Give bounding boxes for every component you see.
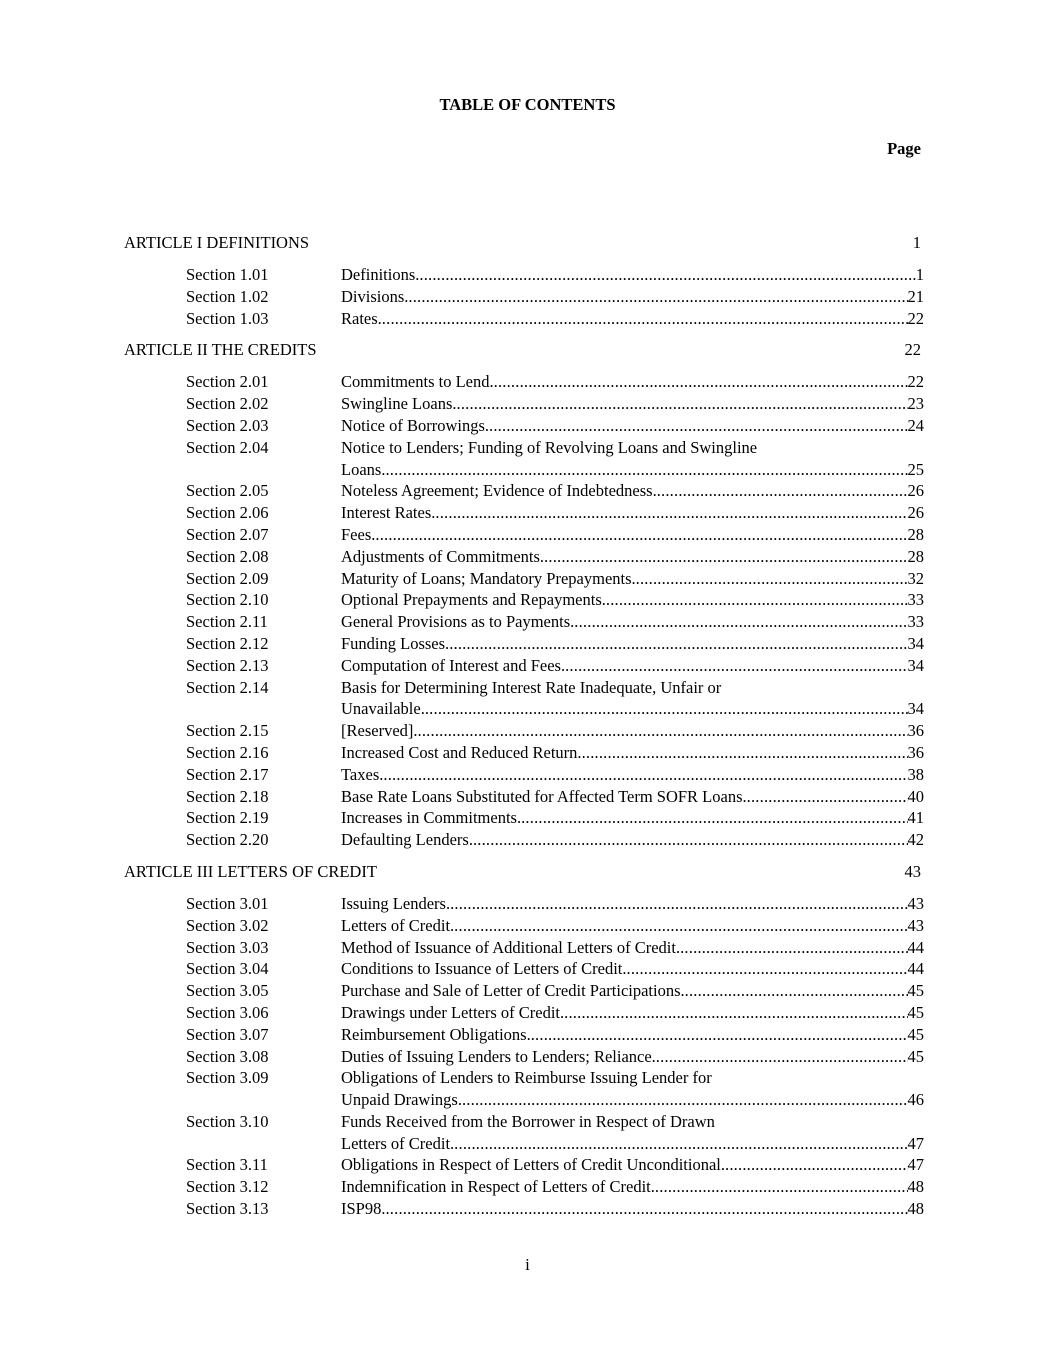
toc-section-page: 45 [907, 1002, 924, 1022]
toc-section-page: 33 [907, 590, 924, 610]
toc-section-page: 45 [907, 1024, 924, 1044]
toc-leader-line [341, 415, 924, 437]
toc-section-number: Section 2.14 [186, 677, 269, 697]
toc-section-page: 24 [907, 415, 924, 435]
toc-section-number: Section 3.06 [186, 1002, 269, 1022]
toc-article-row[interactable] [124, 232, 924, 254]
toc-dot-leader [489, 415, 907, 437]
toc-dot-leader [606, 589, 908, 611]
toc-section-entry [341, 720, 924, 742]
toc-leader-line [341, 1046, 924, 1068]
toc-section-number: Section 2.17 [186, 764, 269, 784]
toc-section-entry [341, 1198, 924, 1220]
toc-dot-leader [473, 829, 908, 851]
toc-section-row[interactable] [124, 720, 924, 742]
toc-section-number: Section 3.08 [186, 1046, 269, 1066]
toc-leader-line [341, 611, 924, 633]
toc-section-page: 43 [907, 915, 924, 935]
toc-leader-line [341, 286, 924, 308]
toc-section-page: 21 [907, 286, 924, 306]
toc-dot-leader [435, 502, 907, 524]
toc-leader-line [341, 1154, 924, 1176]
toc-section-list [124, 264, 924, 329]
toc-section-row[interactable] [124, 480, 924, 502]
toc-section-entry [341, 677, 924, 721]
toc-section-row[interactable] [124, 677, 924, 721]
toc-section-title: Conditions to Issuance of Letters of Credit. [341, 959, 627, 979]
toc-section-number: Section 2.07 [186, 524, 269, 544]
toc-section-entry [341, 568, 924, 590]
toc-section-title: Drawings under Letters of Credit. [341, 1002, 565, 1022]
toc-section-row[interactable] [124, 1198, 924, 1220]
toc-leader-line [341, 958, 924, 980]
toc-section-row[interactable] [124, 1154, 924, 1176]
toc-section-number: Section 2.16 [186, 742, 269, 762]
toc-section-entry [341, 1176, 924, 1198]
toc-section-entry [341, 807, 924, 829]
toc-section-row[interactable] [124, 502, 924, 524]
page-column-heading: Page [887, 139, 921, 158]
toc-section-entry [341, 742, 924, 764]
toc-section-row[interactable] [124, 308, 924, 330]
toc-section-title: Letters of Credit. [341, 1133, 455, 1153]
toc-section-row[interactable] [124, 264, 924, 286]
toc-section-entry [341, 1024, 924, 1046]
toc-article-title: ARTICLE III LETTERS OF CREDIT [124, 861, 377, 881]
toc-section-entry [341, 437, 924, 481]
toc-article-page: 22 [904, 340, 921, 360]
toc-leader-line [341, 589, 924, 611]
toc-leader-line [341, 1133, 924, 1155]
toc-section-row[interactable] [124, 1002, 924, 1024]
toc-section-row[interactable] [124, 371, 924, 393]
toc-section-entry [341, 1002, 924, 1024]
toc-section-title: Commitments to Lend. [341, 372, 494, 392]
toc-section-row[interactable] [124, 980, 924, 1002]
toc-section-page: 41 [907, 808, 924, 828]
toc-article-page: 43 [904, 861, 921, 881]
toc-dot-leader [725, 1154, 907, 1176]
toc-section-page: 44 [907, 937, 924, 957]
toc-section-entry [341, 524, 924, 546]
toc-article-page: 1 [912, 233, 921, 252]
toc-leader-line [341, 459, 924, 481]
toc-leader-line [341, 633, 924, 655]
toc-section-title-line: Obligations of Lenders to Reimburse Issuing Lender for [341, 1068, 712, 1088]
toc-section-number: Section 3.13 [186, 1199, 269, 1219]
toc-section-page: 46 [907, 1090, 924, 1110]
toc-section-row[interactable] [124, 1176, 924, 1198]
toc-section-entry [341, 393, 924, 415]
toc-section-number: Section 2.19 [186, 808, 269, 828]
toc-section-title: Divisions. [341, 286, 409, 306]
toc-section-row[interactable] [124, 568, 924, 590]
toc-section-row[interactable] [124, 764, 924, 786]
toc-leader-line [341, 1198, 924, 1220]
toc-leader-line [341, 786, 924, 808]
toc-dot-leader [685, 980, 908, 1002]
toc-section-title: [Reserved]. [341, 721, 418, 741]
toc-section-number: Section 2.18 [186, 786, 269, 806]
toc-section-page: 45 [907, 1046, 924, 1066]
toc-section-number: Section 1.02 [186, 286, 269, 306]
toc-dot-leader [457, 393, 908, 415]
toc-section-number: Section 1.03 [186, 308, 269, 328]
toc-section-row[interactable] [124, 1024, 924, 1046]
toc-section-title: Obligations in Respect of Letters of Credit Unconditional. [341, 1155, 726, 1175]
toc-section-title: Increases in Commitments. [341, 808, 522, 828]
toc-section-row[interactable] [124, 589, 924, 611]
toc-dot-leader [385, 459, 907, 481]
toc-section-row[interactable] [124, 633, 924, 655]
toc-section-entry [341, 286, 924, 308]
toc-leader-line [341, 937, 924, 959]
toc-section-title: ISP98. [341, 1199, 386, 1219]
toc-leader-line [341, 655, 924, 677]
toc-section-page: 25 [907, 459, 924, 479]
toc-section-row[interactable] [124, 915, 924, 937]
toc-section-number: Section 2.02 [186, 394, 269, 414]
toc-section-entry [341, 893, 924, 915]
toc-article-row[interactable] [124, 339, 924, 361]
toc-section-row[interactable] [124, 286, 924, 308]
toc-section-row[interactable] [124, 437, 924, 481]
toc-section-page: 28 [907, 546, 924, 566]
toc-leader-line [341, 1024, 924, 1046]
toc-leader-line [341, 480, 924, 502]
toc-section-entry [341, 308, 924, 330]
toc-section-page: 34 [907, 633, 924, 653]
toc-section-page: 32 [907, 568, 924, 588]
toc-section-row[interactable] [124, 829, 924, 851]
page-folio: i [525, 1255, 530, 1274]
toc-section-entry [341, 502, 924, 524]
toc-section-page: 34 [907, 655, 924, 675]
toc-section-number: Section 3.10 [186, 1111, 269, 1131]
toc-section-title: Unpaid Drawings. [341, 1090, 462, 1110]
toc-section-title: Issuing Lenders. [341, 893, 451, 913]
toc-dot-leader [454, 1133, 907, 1155]
toc-section-title: Noteless Agreement; Evidence of Indebtedness. [341, 481, 657, 501]
toc-dot-leader [418, 720, 908, 742]
toc-dot-leader [544, 546, 907, 568]
toc-leader-line [341, 524, 924, 546]
toc-leader-line [341, 308, 924, 330]
toc-section-page: 22 [907, 372, 924, 392]
toc-section-entry [341, 480, 924, 502]
toc-dot-leader [747, 786, 908, 808]
toc-dot-leader [419, 264, 915, 286]
toc-section-page: 38 [907, 764, 924, 784]
toc-section-page: 36 [907, 721, 924, 741]
toc-section-entry [341, 915, 924, 937]
toc-section-title-line: Funds Received from the Borrower in Respect of Drawn [341, 1111, 715, 1131]
toc-leader-line [341, 546, 924, 568]
toc-dot-leader [449, 633, 907, 655]
toc-section-entry [341, 764, 924, 786]
toc-section-title: Optional Prepayments and Repayments. [341, 590, 606, 610]
toc-section-number: Section 2.03 [186, 415, 269, 435]
toc-section-list [124, 371, 924, 851]
toc-dot-leader [574, 611, 907, 633]
toc-section-row[interactable] [124, 546, 924, 568]
toc-section-title: Adjustments of Commitments. [341, 546, 545, 566]
toc-section-number: Section 3.03 [186, 937, 269, 957]
toc-section-title: Reimbursement Obligations. [341, 1024, 531, 1044]
toc-section-title: Maturity of Loans; Mandatory Prepayments. [341, 568, 636, 588]
toc-leader-line [341, 742, 924, 764]
toc-leader-line [341, 1002, 924, 1024]
toc-section-number: Section 3.09 [186, 1068, 269, 1088]
toc-section-title: Base Rate Loans Substituted for Affected Term SOFR Loans. [341, 786, 747, 806]
toc-dot-leader [425, 698, 908, 720]
toc-section-title: Funding Losses. [341, 633, 450, 653]
toc-section-page: 42 [907, 830, 924, 850]
toc-section-entry [341, 1154, 924, 1176]
toc-dot-leader [462, 1089, 908, 1111]
toc-section-page: 26 [907, 503, 924, 523]
toc-section-title: Defaulting Lenders. [341, 830, 473, 850]
toc-dot-leader [636, 568, 908, 590]
toc-section-row[interactable] [124, 393, 924, 415]
toc-section-row[interactable] [124, 786, 924, 808]
toc-section-title: Notice of Borrowings. [341, 415, 490, 435]
toc-section-title: Increased Cost and Reduced Return. [341, 742, 582, 762]
toc-section-entry [341, 1046, 924, 1068]
toc-leader-line [341, 829, 924, 851]
toc-section-entry [341, 1111, 924, 1155]
toc-section-row[interactable] [124, 958, 924, 980]
toc-section-number: Section 2.12 [186, 633, 269, 653]
toc-section-entry [341, 611, 924, 633]
toc-section-title: Swingline Loans. [341, 394, 457, 414]
toc-section-entry [341, 546, 924, 568]
toc-leader-line [341, 807, 924, 829]
toc-article-title: ARTICLE II THE CREDITS [124, 340, 317, 360]
toc-section-page: 45 [907, 981, 924, 1001]
toc-leader-line [341, 893, 924, 915]
toc-section-entry [341, 980, 924, 1002]
toc-section-title: Loans. [341, 459, 386, 479]
toc-section-number: Section 2.04 [186, 437, 269, 457]
toc-section-row[interactable] [124, 893, 924, 915]
toc-dot-leader [656, 1046, 908, 1068]
toc-section-row[interactable] [124, 524, 924, 546]
toc-section-entry [341, 589, 924, 611]
toc-section-page: 43 [907, 893, 924, 913]
toc-article-row[interactable] [124, 861, 924, 883]
toc-leader-line [341, 1176, 924, 1198]
toc-section-number: Section 2.20 [186, 830, 269, 850]
toc-dot-leader [408, 286, 907, 308]
toc-section-row[interactable] [124, 937, 924, 959]
toc-section-number: Section 3.11 [186, 1155, 268, 1175]
toc-section-entry [341, 415, 924, 437]
toc-leader-line [341, 1089, 924, 1111]
toc-section-title: Taxes. [341, 764, 384, 784]
toc-section-title: General Provisions as to Payments. [341, 612, 575, 632]
toc-section-page: 1 [915, 265, 924, 284]
toc-section-page: 23 [907, 394, 924, 414]
toc-dot-leader [385, 1198, 907, 1220]
toc-section-page: 36 [907, 742, 924, 762]
toc-section-number: Section 2.13 [186, 655, 269, 675]
toc-dot-leader [531, 1024, 908, 1046]
toc-section-row[interactable] [124, 742, 924, 764]
toc-section-title: Unavailable. [341, 699, 425, 719]
toc-body [124, 232, 924, 1220]
toc-title: TABLE OF CONTENTS [439, 95, 616, 114]
toc-section-page: 26 [907, 481, 924, 501]
toc-section-entry [341, 655, 924, 677]
toc-section-number: Section 2.05 [186, 481, 269, 501]
toc-section-row[interactable] [124, 1111, 924, 1155]
toc-section-number: Section 2.09 [186, 568, 269, 588]
toc-section-title-line: Basis for Determining Interest Rate Inadequate, Unfair or [341, 677, 722, 697]
toc-leader-line [341, 698, 924, 720]
toc-section-title: Method of Issuance of Additional Letters of Credit. [341, 937, 681, 957]
toc-section-row[interactable] [124, 415, 924, 437]
toc-leader-line [341, 980, 924, 1002]
toc-section-number: Section 3.07 [186, 1024, 269, 1044]
toc-section-title: Rates. [341, 308, 382, 328]
toc-section-number: Section 3.05 [186, 981, 269, 1001]
toc-section-page: 34 [907, 699, 924, 719]
toc-section-page: 33 [907, 612, 924, 632]
toc-leader-line [341, 502, 924, 524]
toc-section-title: Letters of Credit. [341, 915, 455, 935]
toc-section-number: Section 2.10 [186, 590, 269, 610]
toc-section-entry [341, 633, 924, 655]
toc-section-number: Section 3.01 [186, 893, 269, 913]
toc-section-title: Duties of Issuing Lenders to Lenders; Reliance. [341, 1046, 656, 1066]
toc-dot-leader [565, 655, 907, 677]
toc-section-number: Section 3.12 [186, 1177, 269, 1197]
toc-dot-leader [494, 371, 908, 393]
toc-section-title: Fees. [341, 524, 376, 544]
toc-section-entry [341, 937, 924, 959]
toc-section-row[interactable] [124, 1067, 924, 1111]
toc-section-row[interactable] [124, 611, 924, 633]
toc-leader-line [341, 915, 924, 937]
toc-section-row[interactable] [124, 655, 924, 677]
toc-section-list [124, 893, 924, 1220]
toc-leader-line [341, 393, 924, 415]
toc-section-row[interactable] [124, 807, 924, 829]
toc-section-page: 28 [907, 524, 924, 544]
toc-section-number: Section 2.01 [186, 372, 269, 392]
toc-dot-leader [454, 915, 907, 937]
toc-dot-leader [383, 764, 907, 786]
toc-section-page: 47 [907, 1133, 924, 1153]
toc-section-entry [341, 1067, 924, 1111]
toc-section-title: Computation of Interest and Fees. [341, 655, 566, 675]
toc-section-title: Purchase and Sale of Letter of Credit Participations. [341, 981, 685, 1001]
toc-section-number: Section 1.01 [186, 265, 269, 284]
toc-section-entry [341, 786, 924, 808]
toc-leader-line [341, 764, 924, 786]
toc-section-entry [341, 371, 924, 393]
toc-dot-leader [655, 1176, 908, 1198]
toc-section-page: 44 [907, 959, 924, 979]
toc-section-title-line: Notice to Lenders; Funding of Revolving Loans and Swingline [341, 437, 758, 457]
toc-leader-line [341, 264, 924, 286]
toc-section-page: 47 [907, 1155, 924, 1175]
toc-section-page: 48 [907, 1177, 924, 1197]
toc-section-title: Indemnification in Respect of Letters of Credit. [341, 1177, 655, 1197]
toc-dot-leader [680, 937, 907, 959]
toc-article-title: ARTICLE I DEFINITIONS [124, 233, 310, 252]
toc-section-page: 22 [907, 308, 924, 328]
toc-dot-leader [564, 1002, 907, 1024]
toc-dot-leader [657, 480, 908, 502]
toc-section-number: Section 3.04 [186, 959, 269, 979]
toc-leader-line [341, 371, 924, 393]
toc-section-page: 48 [907, 1199, 924, 1219]
toc-section-entry [341, 958, 924, 980]
toc-dot-leader [582, 742, 908, 764]
toc-section-entry [341, 829, 924, 851]
toc-section-title: Interest Rates. [341, 503, 436, 523]
toc-section-title: Definitions. [341, 265, 420, 284]
toc-dot-leader [627, 958, 908, 980]
toc-leader-line [341, 720, 924, 742]
toc-section-number: Section 2.11 [186, 612, 268, 632]
toc-section-page: 40 [907, 786, 924, 806]
toc-section-number: Section 2.06 [186, 503, 269, 523]
toc-section-number: Section 2.15 [186, 721, 269, 741]
toc-dot-leader [382, 308, 908, 330]
toc-dot-leader [521, 807, 907, 829]
toc-section-row[interactable] [124, 1046, 924, 1068]
toc-dot-leader [450, 893, 907, 915]
toc-section-entry [341, 264, 924, 286]
toc-section-number: Section 2.08 [186, 546, 269, 566]
toc-dot-leader [375, 524, 907, 546]
toc-section-number: Section 3.02 [186, 915, 269, 935]
toc-leader-line [341, 568, 924, 590]
